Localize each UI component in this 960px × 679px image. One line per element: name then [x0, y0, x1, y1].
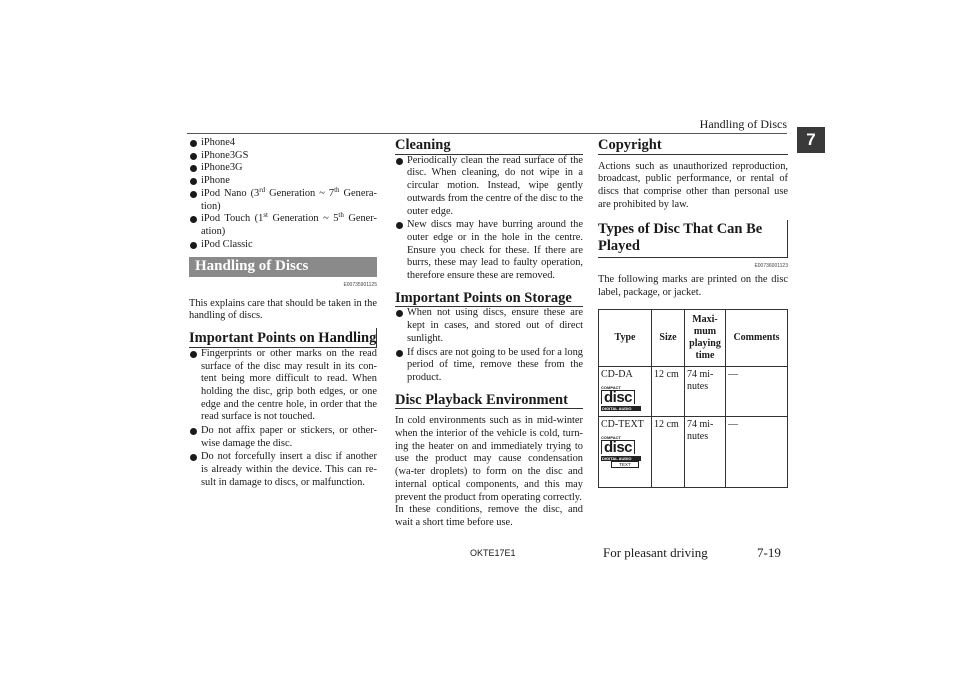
running-header: Handling of Discs	[699, 117, 787, 131]
table-row	[599, 416, 788, 487]
cell-size: 12 cm	[652, 366, 685, 416]
environment-paragraph-2: In these conditions, remove the disc, and wait a short time before use.	[395, 504, 583, 528]
list-item: Fingerprints or other marks on the read surface of the disc may result in its con-tent being more difficult to read. When holding the disc, grip both edges, or one edge and the centre hole, in order that the read surface is not touched.	[189, 348, 377, 424]
list-item: When not using discs, ensure these are kept in cases, and stored out of direct sunlight.	[395, 307, 583, 345]
heading-disc-types: Types of Disc That Can Be Played	[598, 221, 788, 258]
cell-comments: —	[726, 366, 788, 416]
header-comments: Comments	[726, 309, 788, 366]
device-list	[189, 137, 377, 251]
list-item: iPhone4	[189, 137, 377, 150]
column-1	[189, 137, 377, 491]
list-item: New discs may have burring around the outer edge or in the hole in the centre. Ensure you check for these. If there are burrs, these may lead to faulty operation, therefore ensure these are removed.	[395, 219, 583, 283]
heading-environment: Disc Playback Environment	[395, 394, 583, 410]
disc-types-table	[598, 309, 788, 488]
intro-paragraph: This explains care that should be taken in the handling of discs.	[189, 297, 377, 322]
compact-disc-text-logo: COMPACT disc DIGITAL AUDIO TEXT	[601, 435, 641, 468]
list-item-ipod-nano: iPod Nano (3rd Generation ~ 7th Genera-tion)	[189, 188, 377, 213]
list-item: iPhone3GS	[189, 150, 377, 163]
cell-type: CD-DA COMPACT disc DIGITAL AUDIO	[599, 366, 652, 416]
table-header-row	[599, 309, 788, 366]
list-item: If discs are not going to be used for a long period of time, remove these from the product.	[395, 347, 583, 385]
cell-time: 74 mi-nutes	[685, 416, 726, 487]
header-rule	[187, 133, 787, 134]
column-3	[598, 137, 788, 488]
environment-paragraph: In cold environments such as in mid-winter when the interior of the vehicle is cold, turn-ing the heater on and immediately trying to use the product may cause condensation (wa-ter droplets) to form on the disc and internal optical components, and this may prevent the product from operating correctly.	[395, 415, 583, 503]
types-intro: The following marks are printed on the disc label, package, or jacket.	[598, 274, 788, 298]
section-code: E00736001123	[754, 262, 788, 269]
cell-comments: —	[726, 416, 788, 487]
heading-cleaning: Cleaning	[395, 139, 583, 155]
list-item: iPhone3G	[189, 162, 377, 175]
storage-list	[395, 307, 583, 384]
cleaning-list	[395, 155, 583, 283]
header-time: Maxi-mum playing time	[685, 309, 726, 366]
copyright-paragraph: Actions such as unauthorized reproduction, broadcast, public performance, or rental of discs that comprise other than personal use are prohibited by law.	[598, 160, 788, 210]
cell-size: 12 cm	[652, 416, 685, 487]
compact-disc-logo: COMPACT disc DIGITAL AUDIO	[601, 385, 641, 411]
header-size: Size	[652, 309, 685, 366]
list-item-ipod-touch: iPod Touch (1st Generation ~ 5th Gener-ation)	[189, 213, 377, 238]
column-2	[395, 137, 583, 530]
table-row	[599, 366, 788, 416]
cell-type: CD-TEXT COMPACT disc DIGITAL AUDIO TEXT	[599, 416, 652, 487]
section-title: Handling of Discs	[189, 257, 377, 277]
header-type: Type	[599, 309, 652, 366]
page-number: 7-19	[757, 545, 781, 560]
list-item: iPhone	[189, 175, 377, 188]
list-item: iPod Classic	[189, 239, 377, 252]
section-code: E00735901125	[343, 282, 377, 289]
list-item: Do not affix paper or stickers, or other-wise damage the disc.	[189, 425, 377, 450]
heading-copyright: Copyright	[598, 139, 788, 155]
footer-section: For pleasant driving	[603, 545, 708, 560]
list-item: Do not forcefully insert a disc if another is already within the device. This can re-sult in damage to discs, or malfunction.	[189, 451, 377, 489]
heading-storage: Important Points on Storage	[395, 292, 583, 308]
list-item: Periodically clean the read surface of the disc. When cleaning, do not wipe in a circular motion. Instead, wipe gently outwards from the centre of the disc to the outer edge.	[395, 155, 583, 219]
cell-time: 74 mi-nutes	[685, 366, 726, 416]
chapter-tab: 7	[797, 127, 825, 153]
document-code: OKTE17E1	[470, 548, 516, 558]
subheading-handling: Important Points on Handling	[189, 330, 377, 347]
handling-list	[189, 348, 377, 490]
